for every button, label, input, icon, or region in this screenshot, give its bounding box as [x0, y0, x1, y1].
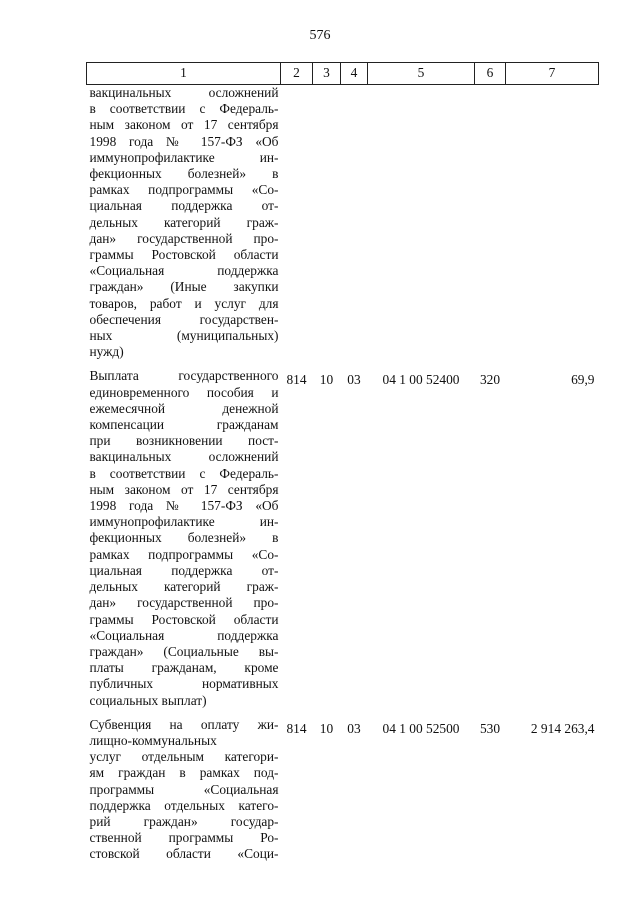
column-header-5: 5 [368, 63, 475, 85]
description-line: нужд) [89, 344, 124, 360]
description-line: фекционных болезней» в [89, 530, 279, 546]
cell-ministry-code: 814 [286, 372, 307, 388]
description-line: «Социальная поддержка [89, 263, 279, 279]
cell-expense-type: 530 [479, 720, 501, 736]
cell-section: 10 [319, 372, 334, 388]
cell-target-article: 04 1 00 52500 [382, 720, 460, 736]
column-header-3: 3 [313, 63, 341, 85]
description-line: ям граждан в рамках под- [89, 765, 279, 781]
column-header-2: 2 [281, 63, 313, 85]
description-line: ежемесячной денежной [89, 400, 279, 416]
description-line: 1998 года № 157-ФЗ «Об [89, 133, 279, 149]
cell-amount [506, 85, 599, 361]
description-line: рамках подпрограммы «Со- [89, 546, 279, 562]
description-line: граждан» (Иные закупки [89, 279, 279, 295]
row-description [87, 85, 281, 361]
cell-subsection: 03 [347, 720, 361, 736]
column-header-6: 6 [475, 63, 506, 85]
cell-amount: 69,9 [571, 372, 595, 388]
description-line: в соответствии с Федераль- [89, 465, 279, 481]
description-line: единовременного пособия и [89, 384, 279, 400]
table-row [87, 709, 599, 863]
column-header-4: 4 [341, 63, 368, 85]
description-line: рий граждан» государ- [89, 813, 279, 829]
description-line: дан» государственной про- [89, 230, 279, 246]
description-line: «Социальная поддержка [89, 627, 279, 643]
description-line: граждан» (Социальные вы- [89, 643, 279, 659]
description-line: дельных категорий граж- [89, 214, 279, 230]
cell-expense-type [475, 85, 506, 361]
description-line: товаров, работ и услуг для [89, 295, 279, 311]
description-line: иммунопрофилактике ин- [89, 514, 279, 530]
description-line: ственной программы Ро- [89, 830, 279, 846]
column-header-1: 1 [87, 63, 281, 85]
description-line: ным законом от 17 сентября [89, 117, 279, 133]
description-line: компенсации гражданам [89, 417, 279, 433]
description-line: иммунопрофилактике ин- [89, 149, 279, 165]
description-line: 1998 года № 157-ФЗ «Об [89, 498, 279, 514]
description-line: фекционных болезней» в [89, 166, 279, 182]
page-number: 576 [309, 28, 331, 43]
table-body [87, 85, 599, 863]
cell-section: 10 [319, 720, 334, 736]
cell-section [313, 85, 341, 361]
cell-target-article [368, 85, 475, 361]
budget-table [86, 62, 599, 863]
description-line: социальных выплат) [89, 692, 207, 708]
description-line: поддержка отдельных катего- [89, 797, 279, 813]
cell-expense-type: 320 [479, 372, 501, 388]
description-line: дан» государственной про- [89, 595, 279, 611]
row-description [87, 709, 281, 863]
description-line: циальная поддержка от- [89, 562, 279, 578]
description-line: услуг отдельным категори- [89, 749, 279, 765]
description-line: граммы Ростовской области [89, 247, 279, 263]
description-line: вакцинальных осложнений [89, 449, 279, 465]
description-line: лищно-коммунальных [89, 732, 217, 748]
description-line: рамках подпрограммы «Со- [89, 182, 279, 198]
cell-ministry-code [281, 85, 313, 361]
table-row [87, 360, 599, 708]
cell-subsection [341, 85, 368, 361]
description-line: обеспечения государствен- [89, 311, 279, 327]
description-line: публичных нормативных [89, 676, 279, 692]
description-line: граммы Ростовской области [89, 611, 279, 627]
row-description [87, 360, 281, 708]
cell-ministry-code: 814 [286, 720, 307, 736]
description-line: при возникновении пост- [89, 433, 279, 449]
table-row [87, 85, 599, 361]
description-line: циальная поддержка от- [89, 198, 279, 214]
description-line: платы гражданам, кроме [89, 660, 279, 676]
table-header [87, 63, 599, 85]
description-line: ных (муниципальных) [89, 328, 279, 344]
description-line: Выплата государственного [89, 368, 279, 384]
cell-subsection: 03 [347, 372, 361, 388]
description-line: программы «Социальная [89, 781, 279, 797]
description-line: вакцинальных осложнений [89, 85, 279, 100]
cell-target-article: 04 1 00 52400 [382, 372, 460, 388]
description-line: Субвенция на оплату жи- [89, 716, 279, 732]
description-line: стовской области «Соци- [89, 846, 279, 862]
description-line: в соответствии с Федераль- [89, 101, 279, 117]
description-line: дельных категорий граж- [89, 579, 279, 595]
cell-amount: 2 914 263,4 [530, 720, 595, 736]
description-line: ным законом от 17 сентября [89, 481, 279, 497]
column-header-7: 7 [506, 63, 599, 85]
